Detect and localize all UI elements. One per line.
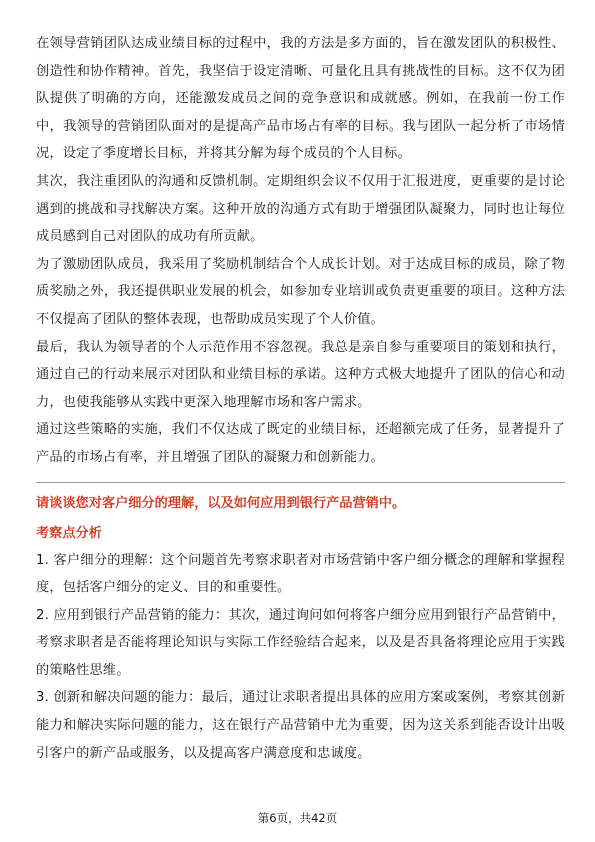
section-divider xyxy=(36,482,565,483)
page-content xyxy=(36,30,565,767)
analysis-item-3: 3. 创新和解决问题的能力：最后，通过让求职者提出具体的应用方案或案例，考察其创新能力和解决实际问题的能力，这在银行产品营销中尤为重要，因为这关系到能否设计出吸引客户的新产品或服务，以及提高客户满意度和忠诚度。 xyxy=(36,690,565,761)
interview-question: 请谈谈您对客户细分的理解，以及如何应用到银行产品营销中。 xyxy=(36,495,406,511)
analysis-item-2: 2. 应用到银行产品营销的能力：其次，通过询问如何将客户细分应用到银行产品营销中，考察求职者是否能将理论知识与实际工作经验结合起来，以及是否具备将理论应用于实践的策略性思维。 xyxy=(36,607,565,678)
answer-paragraph-4: 最后，我认为领导者的个人示范作用不容忽视。我总是亲自参与重要项目的策划和执行，通过自己的行动来展示对团队和业绩目标的承诺。这种方式极大地提升了团队的信心和动力，也使我能够从实践中更深入地理解市场和客户需求。 xyxy=(36,339,565,410)
answer-paragraph-1: 在领导营销团队达成业绩目标的过程中，我的方法是多方面的，旨在激发团队的积极性、创造性和协作精神。首先，我坚信于设定清晰、可量化且具有挑战性的目标。这不仅为团队提供了明确的方向，还能激发成员之间的竞争意识和成就感。例如，在我前一份工作中，我领导的营销团队面对的是提高产品市场占有率的目标。我与团队一起分析了市场情况，设定了季度增长目标，并将其分解为每个成员的个人目标。 xyxy=(36,36,565,162)
analysis-item-1: 1. 客户细分的理解：这个问题首先考察求职者对市场营销中客户细分概念的理解和掌握程度，包括客户细分的定义、目的和重要性。 xyxy=(36,552,565,596)
answer-paragraph-2: 其次，我注重团队的沟通和反馈机制。定期组织会议不仅用于汇报进度，更重要的是讨论遇到的挑战和寻找解决方案。这种开放的沟通方式有助于增强团队凝聚力，同时也让每位成员感到自己对团队的成功有所贡献。 xyxy=(36,173,565,245)
analysis-heading: 考察点分析 xyxy=(36,525,102,541)
page-number: 第6页，共42页 xyxy=(257,811,338,825)
answer-paragraph-5: 通过这些策略的实施，我们不仅达成了既定的业绩目标，还超额完成了任务，显著提升了产品的市场占有率，并且增强了团队的凝聚力和创新能力。 xyxy=(36,422,565,465)
answer-paragraph-3: 为了激励团队成员，我采用了奖励机制结合个人成长计划。对于达成目标的成员，除了物质奖励之外，我还提供职业发展的机会，如参加专业培训或负责更重要的项目。这种方法不仅提高了团队的整体表现，也帮助成员实现了个人价值。 xyxy=(36,256,565,327)
